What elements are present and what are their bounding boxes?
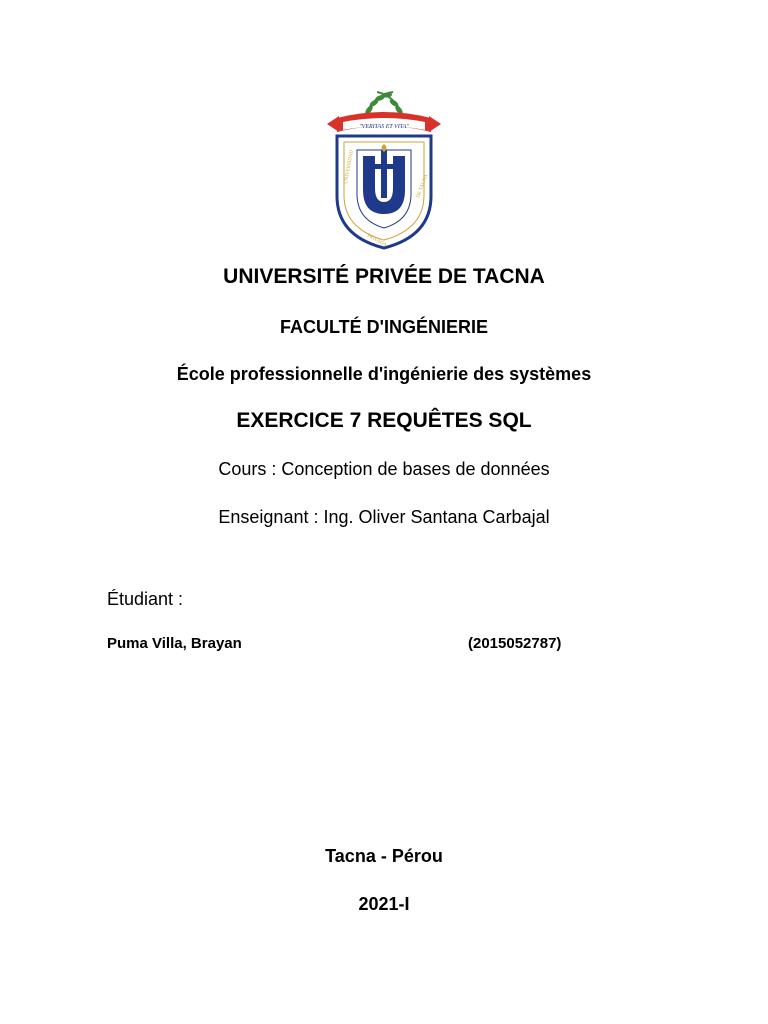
students-label: Étudiant : (107, 589, 184, 609)
ribbon-icon (327, 112, 441, 132)
year-line: 2021-I (358, 894, 410, 914)
logo-motto: "VERITAS ET VITA" (359, 124, 409, 130)
svg-text:DE TACNA: DE TACNA (416, 173, 430, 199)
svg-text:PRIVADA: PRIVADA (366, 233, 388, 249)
teacher-line: Enseignant : Ing. Oliver Santana Carbajal (218, 507, 550, 527)
svg-text:UNIVERSIDAD: UNIVERSIDAD (344, 149, 355, 185)
student-name: Puma Villa, Brayan (107, 635, 242, 652)
course-line: Cours : Conception de bases de données (218, 459, 550, 479)
student-id: (2015052787) (468, 635, 562, 652)
document-title: EXERCICE 7 REQUÊTES SQL (236, 409, 532, 432)
school-name: École professionnelle d'ingénierie des systèmes (176, 364, 592, 384)
university-logo (325, 88, 443, 250)
location-line: Tacna - Pérou (325, 846, 443, 866)
faculty-name: FACULTÉ D'INGÉNIERIE (280, 317, 488, 337)
university-name: UNIVERSITÉ PRIVÉE DE TACNA (223, 265, 545, 288)
